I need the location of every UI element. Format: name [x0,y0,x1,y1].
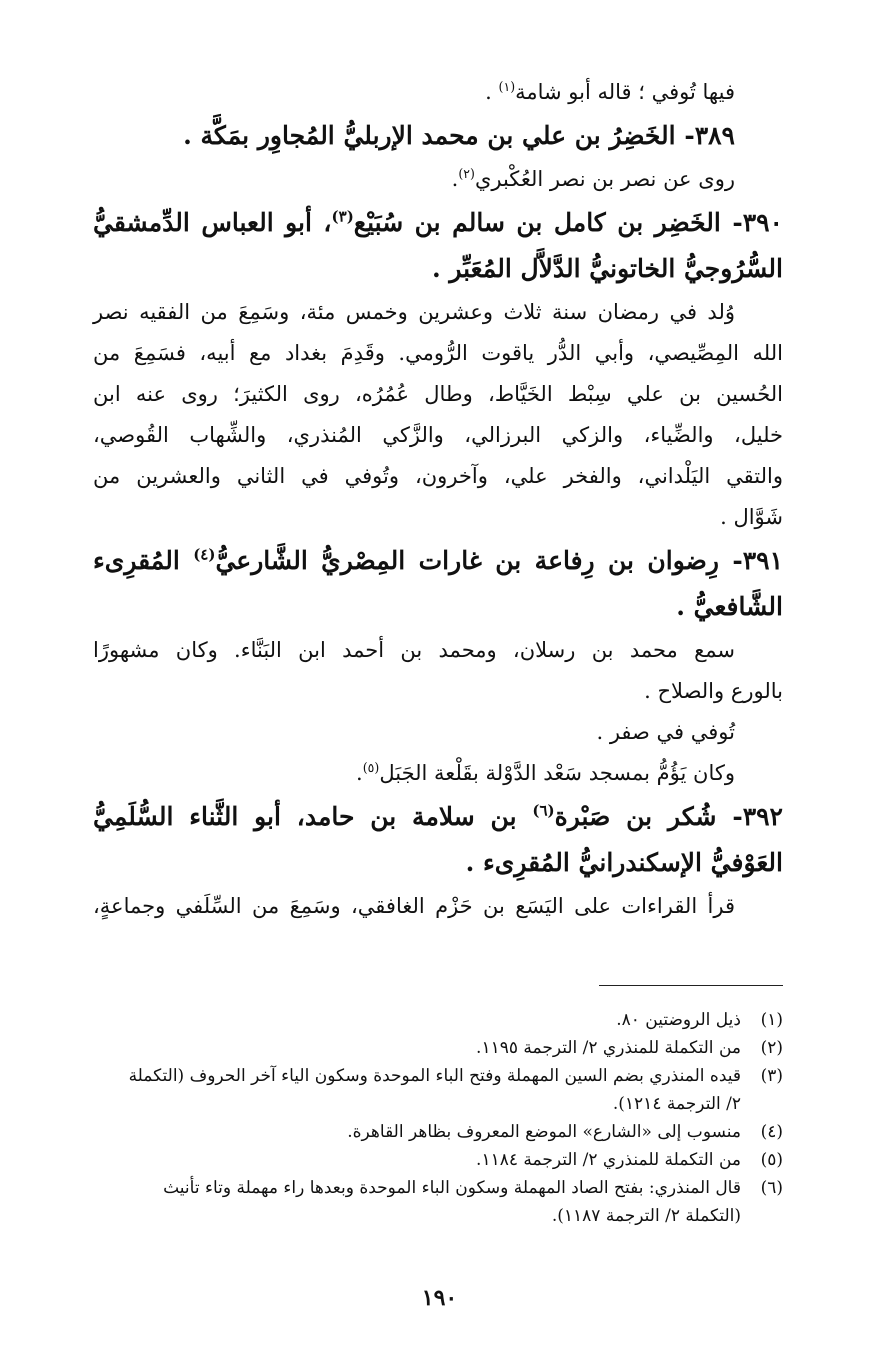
footnote-text: ذيل الروضتين ٨٠. [616,1010,741,1030]
entry-heading-389: ٣٨٩- الخَضِرُ بن علي بن محمد الإربليُّ المُجاوِر بمَكَّة . [183,121,735,150]
footnote-2 [41,1034,783,1062]
text-line: تُوفي في صفر . [596,720,735,744]
entry-heading-392-cont: العَوْفيُّ الإسكندرانيُّ المُقرِىء . [465,848,783,877]
footnote-number: (٥) [760,1150,783,1170]
text-line: بالورع والصلاح . [644,679,783,703]
footnote-ref[interactable]: (١) [498,79,516,94]
main-text [93,72,783,927]
text-line: الله المِصِّيصي، وأبي الدُّر ياقوت الرُّومي. وقَدِمَ بغداد مع أبيه، فسَمِعَ من [93,341,783,365]
text-line: روى عن نصر بن نصر العُكْبري$^{(٢)}$. [451,166,735,191]
text-line: الحُسين بن علي سِبْط الخَيَّاط، وطال عُمُرُه، روى الكثيرَ؛ روى عنه ابن [93,382,783,406]
footnote-5 [41,1146,783,1174]
entry-heading-391-cont: الشَّافعيُّ . [676,592,783,621]
footnote-text: قيده المنذري بضم السين المهملة وفتح الباء الموحدة وسكون الياء آخر الحروف (التكملة ٢/ الترجمة ١٢١٤). [128,1066,741,1114]
footnote-ref[interactable]: (٥) [362,760,380,775]
footnote-ref[interactable]: (٢) [458,166,475,181]
footnote-text: من التكملة للمنذري ٢/ الترجمة ١١٩٥. [476,1038,741,1058]
page-number: ١٩٠ [421,1285,458,1311]
text-line: وكان يَؤُمُّ بمسجد سَعْد الدَّوْلة بقَلْعة الجَبَل$^{(٥)}$. [356,760,735,785]
footnote-ref[interactable]: (٣) [331,207,354,226]
footnote-ref[interactable]: (٦) [532,801,555,820]
footnote-text: منسوب إلى «الشارع» الموضع المعروف بظاهر القاهرة. [347,1122,741,1142]
footnote-ref[interactable]: (٤) [193,545,216,564]
footnote-number: (٦) [760,1178,783,1198]
text-line: والتقي اليَلْداني، والفخر علي، وآخرون، وتُوفي في الثاني والعشرين من [93,464,783,488]
footnote-number: (٤) [760,1122,783,1142]
text-line: سمع محمد بن رسلان، ومحمد بن أحمد ابن البَنَّاء. وكان مشهورًا [93,638,735,662]
entry-heading-392: ٣٩٢- شُكر بن صَبْرة$^{(٦)}$ بن سلامة بن حامد، أبو الثَّناء السُّلَمِيُّ [93,801,783,831]
footnote-1 [41,1006,783,1034]
footnote-6 [41,1174,783,1230]
footnote-number: (١) [760,1010,783,1030]
footnote-4 [41,1118,783,1146]
text-line: وُلد في رمضان سنة ثلاث وعشرين وخمس مئة، وسَمِعَ من الفقيه نصر [93,300,735,324]
text-line: قرأ القراءات على اليَسَع بن حَزْم الغافقي، وسَمِعَ من السِّلَفي وجماعةٍ، [93,894,735,918]
entry-heading-391: ٣٩١- رِضوان بن رِفاعة بن غارات المِصْريُّ الشَّارعيُّ$^{(٤)}$ المُقرِىء [93,545,784,575]
footnote-text: من التكملة للمنذري ٢/ الترجمة ١١٨٤. [476,1150,741,1170]
entry-heading-390: ٣٩٠- الخَضِر بن كامل بن سالم بن سُبَيْع$^{(٣)}$، أبو العباس الدِّمشقيُّ [93,207,783,237]
footnote-number: (٣) [760,1066,783,1086]
entry-heading-390-cont: السُّرُوجيُّ الخاتونيُّ الدَّلاَّل المُعَبِّر . [431,254,783,283]
footnote-3 [41,1062,783,1118]
footnotes [41,1006,783,1230]
text-line: فيها تُوفي ؛ قاله أبو شامة$^{(١)}$ . [485,79,735,104]
text-line: شَوَّال . [720,505,783,529]
footnote-separator [599,985,783,986]
text-line: خليل، والضِّياء، والزكي البرزالي، والزَّكي المُنذري، والشِّهاب القُوصي، [93,423,783,447]
footnote-number: (٢) [760,1038,783,1058]
footnote-text: قال المنذري: بفتح الصاد المهملة وسكون الباء الموحدة وبعدها راء مهملة وتاء تأنيث (التكملة ٢/ الترجمة ١١٨٧). [163,1178,741,1226]
